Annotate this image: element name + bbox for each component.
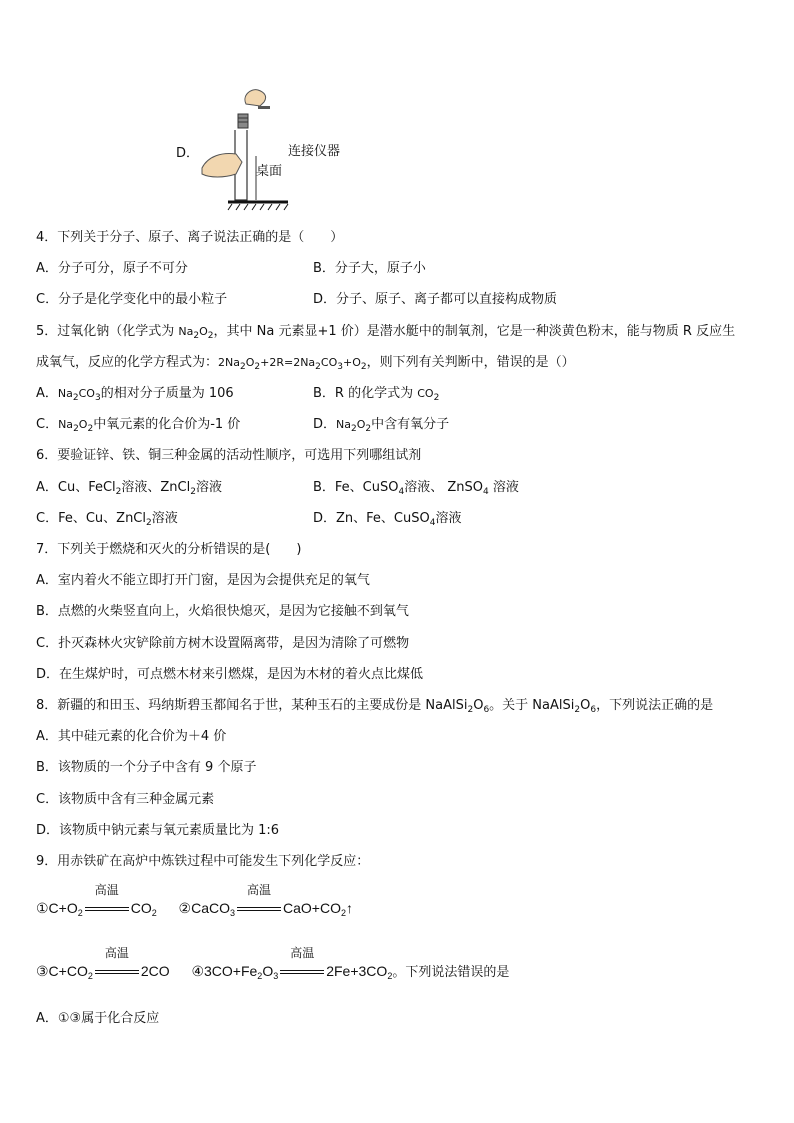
figure-apparatus (170, 82, 370, 212)
q5-stem-line2: 成氧气，反应的化学方程式为：$2Na_2O_2+2R=2Na_2CO_3+O_2$，则下列有关判断中，错误的是（） (36, 355, 575, 372)
q6-option-c: C．Fe、Cu、ZnCl$_2$溶液 (36, 511, 178, 528)
q4-option-d: D．分子、原子、离子都可以直接构成物质 (313, 292, 558, 307)
equation-1: $①C+O_2$ 高温 $CO_2$ (36, 883, 157, 918)
q6-option-a: A．Cu、FeCl$_2$溶液、ZnCl$_2$溶液 (36, 480, 222, 497)
q5-option-a: A．$Na_2CO_3$的相对分子质量为 106 (36, 386, 234, 403)
equation-3: $③C+CO_2$ 高温 2CO (36, 946, 170, 981)
q5-option-c: C．$Na_2O_2$中氧元素的化合价为-1 价 (36, 417, 241, 434)
label-connect: 连接仪器 (288, 144, 341, 159)
q9-stem: 9．用赤铁矿在高炉中炼铁过程中可能发生下列化学反应： (36, 854, 370, 869)
option-d-label: D． (176, 146, 200, 161)
q8-option-c: C．该物质中含有三种金属元素 (36, 792, 215, 807)
q7-option-c: C．扑灭森林火灾铲除前方树木设置隔离带，是因为清除了可燃物 (36, 636, 410, 651)
q4-option-a: A．分子可分，原子不可分 (36, 261, 188, 276)
equation-4: $④3CO+Fe_2O_3$ 高温 $2Fe+3CO_2$ (191, 946, 393, 981)
q8-stem: 8．新疆的和田玉、玛纳斯碧玉都闻名于世，某种玉石的主要成份是 $NaAlSi_2O_6$。关于 $NaAlSi_2O_6$，下列说法正确的是 (36, 698, 714, 715)
q9-option-a: A．①③属于化合反应 (36, 1011, 160, 1026)
q4-option-c: C．分子是化学变化中的最小粒子 (36, 292, 228, 307)
q6-stem: 6．要验证锌、铁、铜三种金属的活动性顺序，可选用下列哪组试剂 (36, 448, 422, 463)
q7-stem: 7．下列关于燃烧和灭火的分析错误的是( ) (36, 542, 302, 557)
q7-option-d: D．在生煤炉时，可点燃木材来引燃煤，是因为木材的着火点比煤低 (36, 667, 424, 682)
q7-option-a: A．室内着火不能立即打开门窗，是因为会提供充足的氧气 (36, 573, 370, 588)
q5-option-b: B．R 的化学式为 $CO_2$ (313, 386, 440, 403)
q8-option-b: B．该物质的一个分子中含有 9 个原子 (36, 760, 257, 775)
q4-stem: 4．下列关于分子、原子、离子说法正确的是（ ） (36, 230, 344, 245)
q9-equations-row2: $③C+CO_2$ 高温 2CO $④3CO+Fe_2O_3$ 高温 $2Fe+3CO_2$。下列说法错误的是 (36, 946, 510, 981)
q4-option-b: B．分子大，原子小 (313, 261, 426, 276)
equation-2: ②CaCO$_3$ 高温 $CaO+CO_2↑$ (178, 883, 353, 918)
q7-option-b: B．点燃的火柴竖直向上，火焰很快熄灭，是因为它接触不到氧气 (36, 604, 409, 619)
q5-option-d: D．$Na_2O_2$中含有氧分子 (313, 417, 450, 434)
q9-equations-row1 (36, 883, 353, 918)
q6-option-b: B．Fe、CuSO$_4$溶液、 ZnSO$_4$ 溶液 (313, 480, 519, 497)
q8-option-d: D．该物质中钠元素与氧元素质量比为 1:6 (36, 823, 280, 838)
q5-stem-line1: 5．过氧化钠（化学式为 $Na_2O_2$，其中 Na 元素显+1 价）是潜水艇中的制氧剂，它是一种淡黄色粉末，能与物质 R 反应生 (36, 324, 736, 341)
q5-equation: $2Na_2O_2+2R=2Na_2CO_3+O_2$ (218, 356, 367, 372)
q8-option-a: A．其中硅元素的化合价为＋4 价 (36, 729, 227, 744)
q6-option-d: D．Zn、Fe、CuSO$_4$溶液 (313, 511, 462, 528)
label-desk: 桌面 (256, 164, 283, 179)
